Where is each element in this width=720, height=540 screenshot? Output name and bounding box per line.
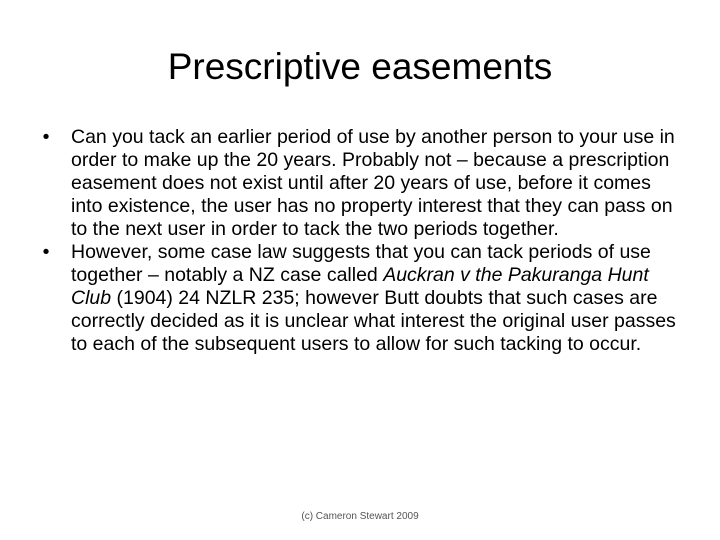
bullet-text: Can you tack an earlier period of use by another person to your use in order to make up the 20 years. Probably not – because a prescription easement does not exist until after 20 years of use, before it comes into existence, the user has no property interest that they can pass on to the next user in order to tack the two periods together. <box>71 126 675 240</box>
bullet-text-before: However, some case law suggests that you can tack periods of use together – notably a NZ case called <box>71 241 651 286</box>
bullet-list <box>36 126 686 356</box>
bullet-text <box>71 241 676 355</box>
case-name: Auckran v the Pakuranga Hunt Club <box>71 264 649 309</box>
bullet-text-after: (1904) 24 NZLR 235; however Butt doubts that such cases are correctly decided as it is unclear what interest the original user passes to each of the subsequent users to allow for such tacking to occur. <box>71 287 676 355</box>
bullet-item <box>36 126 686 241</box>
bullet-marker: • <box>42 126 50 148</box>
bullet-item <box>36 241 686 356</box>
bullet-marker: • <box>42 241 50 263</box>
slide-title: Prescriptive easements <box>167 46 553 87</box>
footer-copyright: (c) Cameron Stewart 2009 <box>301 511 419 522</box>
